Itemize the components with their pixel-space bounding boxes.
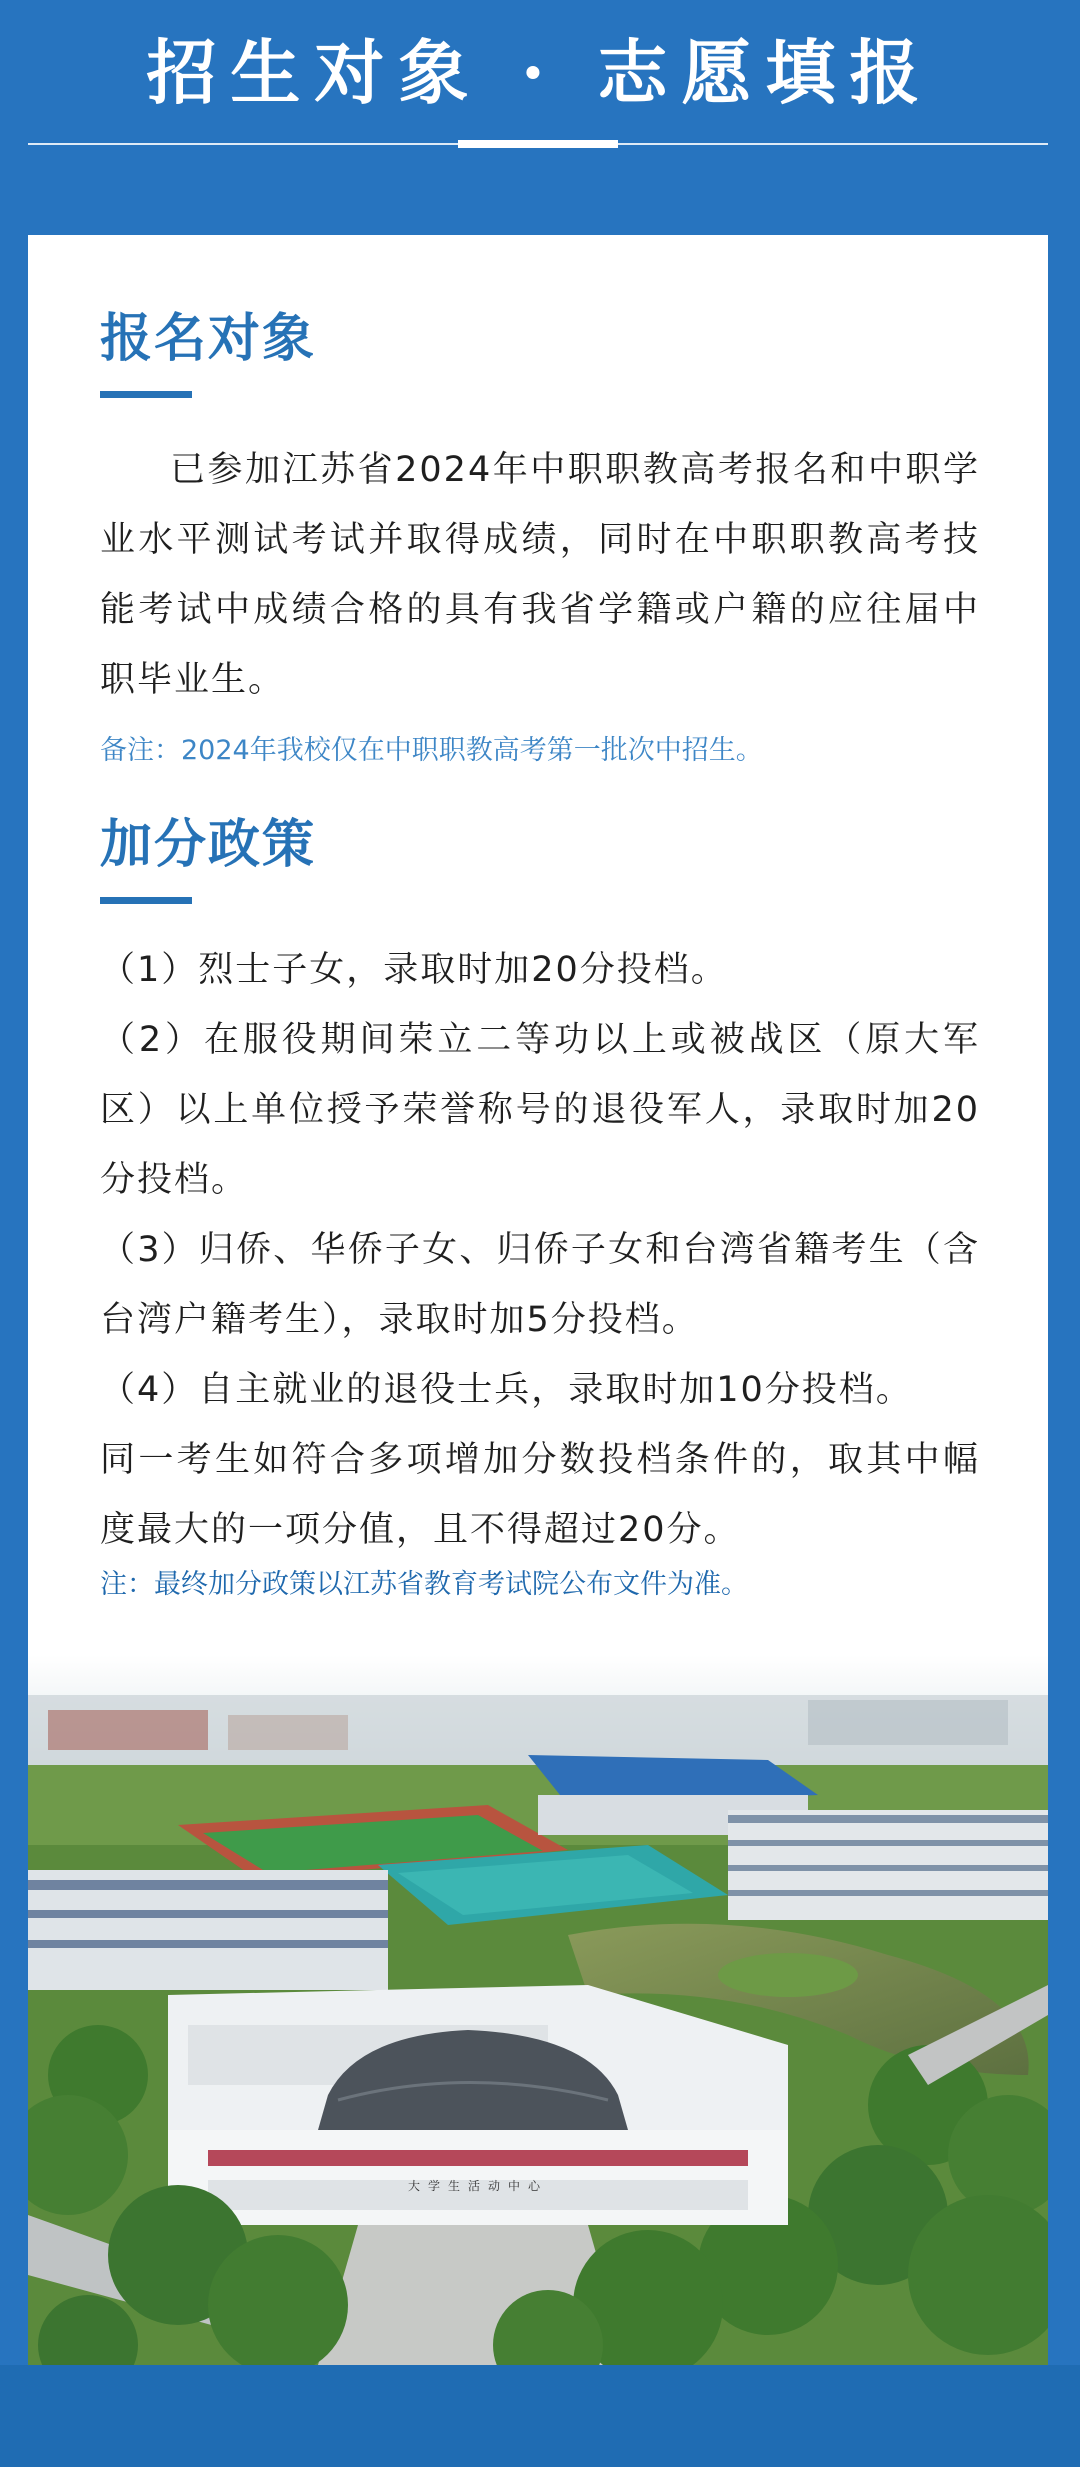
bonus-item-4: （4）自主就业的退役士兵，录取时加10分投档。 [100, 1370, 913, 1410]
bonus-item-3: （3）归侨、华侨子女、归侨子女和台湾省籍考生（含台湾户籍考生），录取时加5分投档。 [100, 1230, 980, 1340]
header-banner [0, 0, 1080, 235]
footer-band [0, 2365, 1080, 2467]
campus-aerial-photo [28, 1655, 1048, 2365]
building-sign: 大学生活动中心 [407, 2179, 549, 2193]
header-divider-accent [458, 140, 618, 148]
bonus-note: 注：最终加分政策以江苏省教育考试院公布文件为准。 [100, 1569, 748, 1600]
section-underline [100, 897, 192, 904]
enrollment-note: 备注：2024年我校仅在中职职教高考第一批次中招生。 [100, 735, 763, 766]
section-heading-bonus-policy: 加分政策 [100, 814, 317, 875]
bonus-item-2: （2）在服役期间荣立二等功以上或被战区（原大军区）以上单位授予荣誉称号的退役军人，录取时加20分投档。 [100, 1020, 980, 1200]
bonus-item-1: （1）烈士子女，录取时加20分投档。 [100, 950, 728, 990]
page-title: 招生对象 · 志愿填报 [146, 31, 934, 114]
bonus-rule: 同一考生如符合多项增加分数投档条件的，取其中幅度最大的一项分值，且不得超过20分。 [100, 1440, 980, 1550]
section-heading-enrollment: 报名对象 [100, 308, 317, 369]
enrollment-paragraph: 已参加江苏省2024年中职职教高考报名和中职学业水平测试考试并取得成绩，同时在中职职教高考技能考试中成绩合格的具有我省学籍或户籍的应往届中职毕业生。 [100, 450, 980, 700]
content-card [28, 235, 1048, 2365]
section-underline [100, 391, 192, 398]
